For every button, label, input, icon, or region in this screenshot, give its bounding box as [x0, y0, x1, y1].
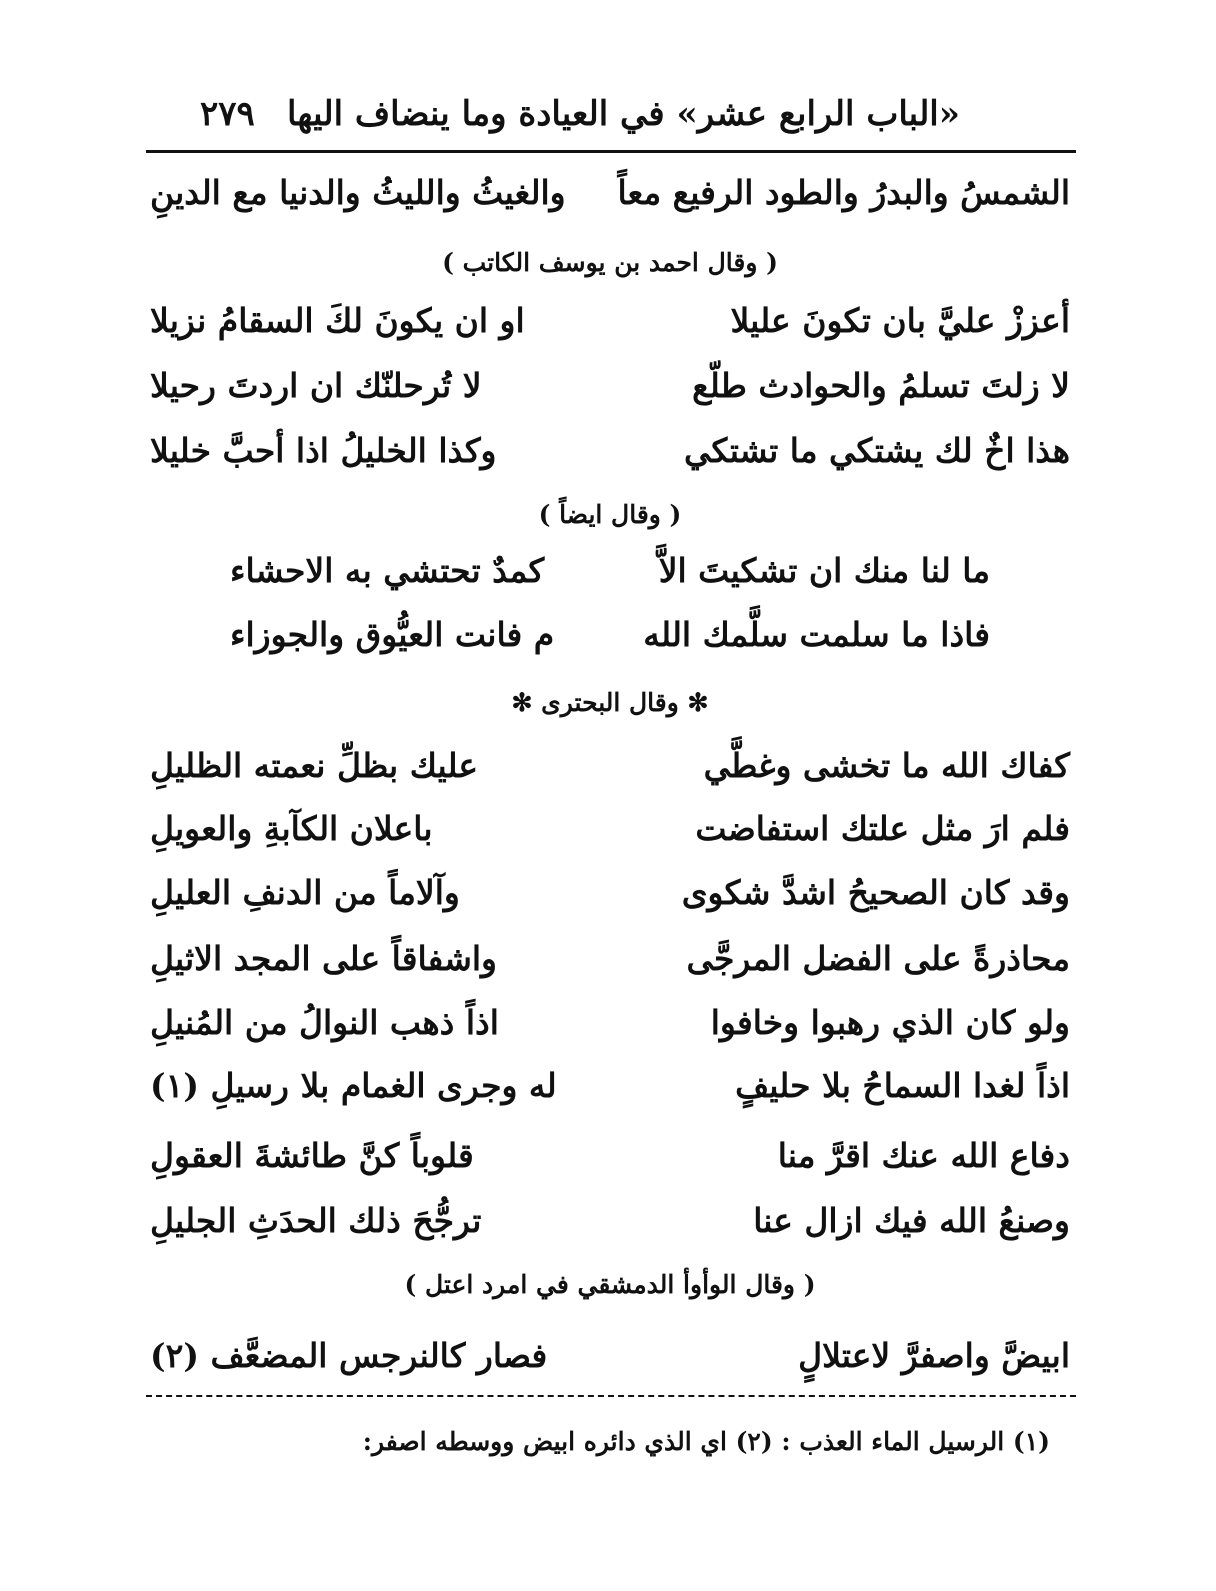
verse-first-hemistich: لا زلتَ تسلمُ والحوادث طلّع	[692, 365, 1070, 405]
running-header	[200, 88, 960, 140]
verse-first-hemistich: ما لنا منك ان تشكيتَ الاَّ	[658, 550, 990, 590]
verse-line	[150, 1325, 1070, 1385]
verse-first-hemistich: وقد كان الصحيحُ اشدَّ شكوى	[681, 872, 1070, 912]
verse-line	[150, 735, 1070, 795]
verse-line	[150, 862, 1070, 922]
verse-second-hemistich: فصار كالنرجس المضعَّف (٢)	[150, 1335, 548, 1375]
verse-second-hemistich: ترجُّحَ ذلك الحدَثِ الجليلِ	[150, 1200, 482, 1240]
verse-line	[230, 540, 990, 600]
verse-first-hemistich: فاذا ما سلمت سلَّمك الله	[643, 614, 990, 654]
verse-line	[150, 162, 1070, 222]
verse-first-hemistich: محاذرةً على الفضل المرجَّى	[686, 938, 1070, 978]
poet-attribution: ( وقال احمد بن يوسف الكاتب )	[442, 248, 778, 277]
verse-second-hemistich: عليك بظلِّ نعمته الظليلِ	[150, 745, 479, 785]
footnote-rule	[146, 1395, 1076, 1397]
verse-line	[150, 1190, 1070, 1250]
verse-second-hemistich: قلوباً كنَّ طائشةَ العقولِ	[150, 1135, 474, 1175]
verse-second-hemistich: وكذا الخليلُ اذا أحبَّ خليلا	[150, 430, 497, 470]
verse-second-hemistich: واشفاقاً على المجد الاثيلِ	[150, 938, 497, 978]
verse-first-hemistich: كفاك الله ما تخشى وغطَّي	[703, 745, 1070, 785]
verse-second-hemistich: والغيثُ والليثُ والدنيا مع الدينِ	[150, 172, 566, 212]
verse-second-hemistich: وآلاماً من الدنفِ العليلِ	[150, 872, 460, 912]
verse-first-hemistich: ابيضَّ واصفرَّ لاعتلالٍ	[798, 1335, 1070, 1375]
verse-line	[150, 420, 1070, 480]
verse-first-hemistich: فلم ارَ مثل علتك استفاضت	[695, 808, 1070, 848]
verse-first-hemistich: الشمسُ والبدرُ والطود الرفيع معاً	[617, 172, 1070, 212]
verse-second-hemistich: له وجرى الغمام بلا رسيلِ (١)	[150, 1065, 557, 1105]
poet-attribution: ✻ وقال البحترى ✻	[511, 688, 709, 717]
verse-first-hemistich: أعززْ عليَّ بان تكونَ عليلا	[730, 300, 1070, 340]
footnotes: (١) الرسيل الماء العذب : (٢) اي الذي دائره ابيض ووسطه اصفر:	[362, 1427, 1050, 1456]
verse-line	[150, 1055, 1070, 1115]
verse-first-hemistich: وصنعُ الله فيك ازال عنا	[753, 1200, 1070, 1240]
verse-first-hemistich: دفاع الله عنك اقرَّ منا	[777, 1135, 1070, 1175]
verse-line	[150, 928, 1070, 988]
verse-second-hemistich: كمدٌ تحتشي به الاحشاء	[230, 550, 545, 590]
verse-second-hemistich: باعلان الكآبةِ والعويلِ	[150, 808, 433, 848]
verse-line	[150, 992, 1070, 1052]
verse-first-hemistich: ولو كان الذي رهبوا وخافوا	[710, 1002, 1070, 1042]
verse-second-hemistich: لا تُرحلنّك ان اردتَ رحيلا	[150, 365, 482, 405]
verse-line	[150, 355, 1070, 415]
verse-line	[150, 290, 1070, 350]
verse-line	[150, 798, 1070, 858]
header-rule	[146, 150, 1076, 153]
verse-line	[150, 1125, 1070, 1185]
poet-attribution: ( وقال ايضاً )	[538, 500, 682, 529]
verse-second-hemistich: م فانت العيُّوق والجوزاء	[230, 614, 555, 654]
verse-first-hemistich: اذاً لغدا السماحُ بلا حليفٍ	[735, 1065, 1070, 1105]
verse-second-hemistich: اذاً ذهب النوالُ من المُنيلِ	[150, 1002, 499, 1042]
verse-second-hemistich: او ان يكونَ لكَ السقامُ نزيلا	[150, 300, 525, 340]
verse-first-hemistich: هذا اخٌ لك يشتكي ما تشتكي	[683, 430, 1070, 470]
verse-line	[230, 604, 990, 664]
page-number: ٢٧٩	[200, 94, 255, 134]
chapter-title: «الباب الرابع عشر» في العيادة وما ينضاف اليها	[286, 94, 960, 134]
poet-attribution: ( وقال الوأوأ الدمشقي في امرد اعتل )	[404, 1270, 816, 1299]
